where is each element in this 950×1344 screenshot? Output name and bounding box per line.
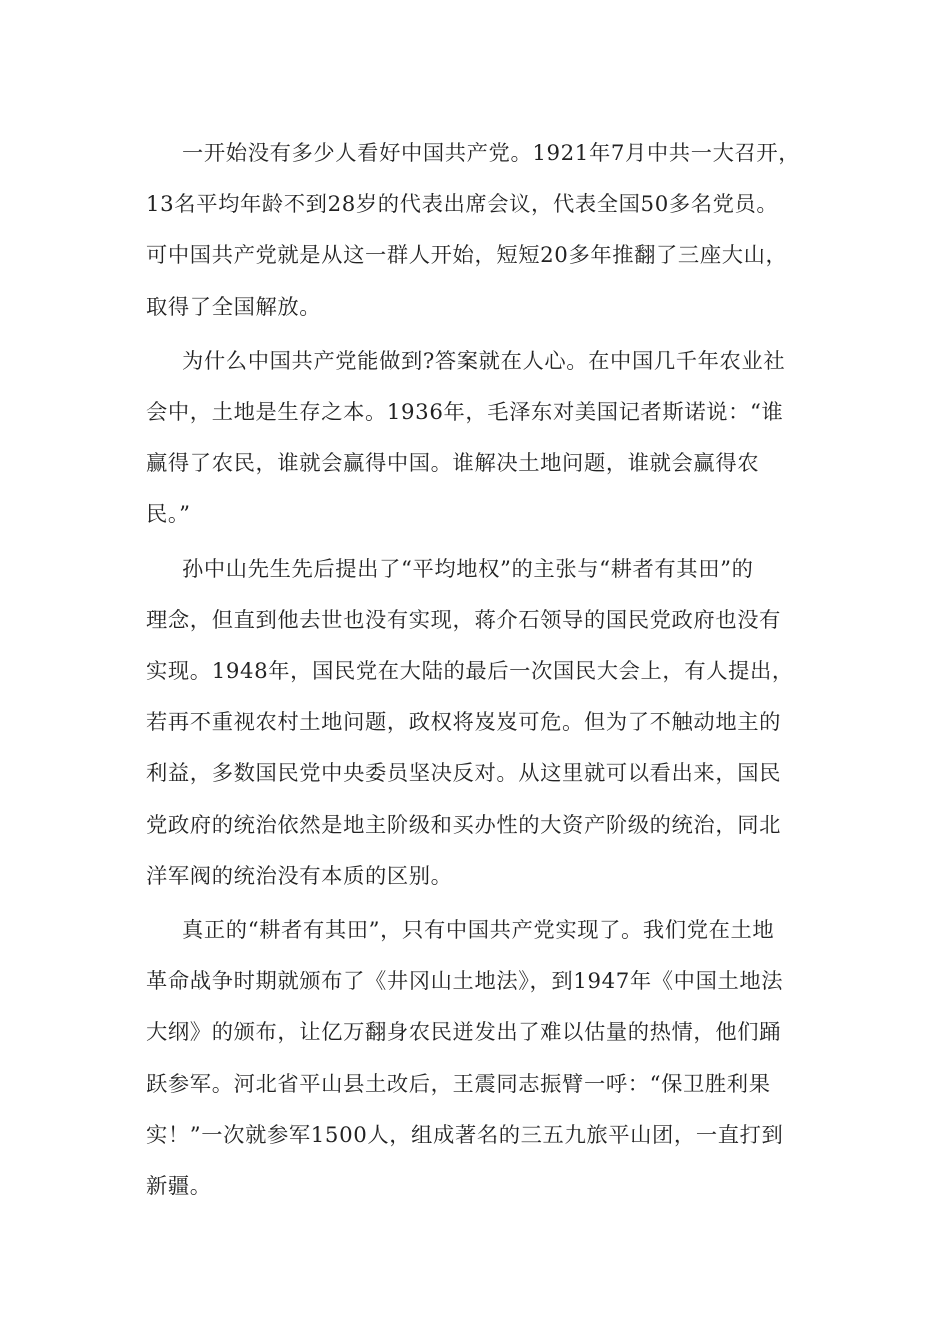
paragraph-1-line-1: 一开始没有多少人看好中国共产党。1921年7月中共一大召开， [182,141,801,166]
paragraph-1 [146,128,810,333]
paragraph-3-line-5: 利益，多数国民党中央委员坚决反对。从这里就可以看出来，国民 [146,761,782,787]
paragraph-4-line-3: 大纲》的颁布，让亿万翻身农民迸发出了难以估量的热情，他们踊 [146,1020,782,1046]
paragraph-3-line-4: 若再不重视农村土地问题，政权将岌岌可危。但为了不触动地主的 [146,710,782,736]
paragraph-2-line-1: 为什么中国共产党能做到?答案就在人心。在中国几千年农业社 [182,348,786,374]
paragraph-4-line-5: 实！”一次就参军1500人，组成著名的三五九旅平山团，一直打到 [146,1122,784,1148]
paragraph-4 [146,905,810,1212]
paragraph-3-line-1: 孙中山先生先后提出了“平均地权”的主张与“耕者有其田”的 [182,556,754,582]
paragraph-3 [146,544,810,902]
paragraph-3-line-6: 党政府的统治依然是地主阶级和买办性的大资产阶级的统治，同北 [146,812,782,838]
paragraph-4-line-6: 新疆。 [146,1174,212,1200]
paragraph-4-line-2: 革命战争时期就颁布了《井冈山土地法》，到1947年《中国土地法 [146,969,784,995]
paragraph-2 [146,336,810,541]
paragraph-3-line-3: 实现。1948年，国民党在大陆的最后一次国民大会上，有人提出， [146,659,794,685]
paragraph-2-line-4: 民。” [146,502,191,528]
document-body [146,128,810,1215]
paragraph-4-line-1: 真正的“耕者有其田”，只有中国共产党实现了。我们党在土地 [182,918,775,944]
paragraph-1-line-4: 取得了全国解放。 [146,294,322,320]
paragraph-3-line-7: 洋军阀的统治没有本质的区别。 [146,863,453,889]
paragraph-2-line-2: 会中，土地是生存之本。1936年，毛泽东对美国记者斯诺说：“谁 [146,400,784,426]
paragraph-4-line-4: 跃参军。河北省平山县土改后，王震同志振臂一呼：“保卫胜利果 [146,1071,771,1097]
paragraph-3-line-2: 理念，但直到他去世也没有实现，蒋介石领导的国民党政府也没有 [146,607,782,633]
paragraph-2-line-3: 赢得了农民，谁就会赢得中国。谁解决土地问题，谁就会赢得农 [146,451,760,477]
paragraph-1-line-3: 可中国共产党就是从这一群人开始，短短20多年推翻了三座大山， [146,243,788,269]
paragraph-1-line-2: 13名平均年龄不到28岁的代表出席会议，代表全国50多名党员。 [146,192,779,218]
